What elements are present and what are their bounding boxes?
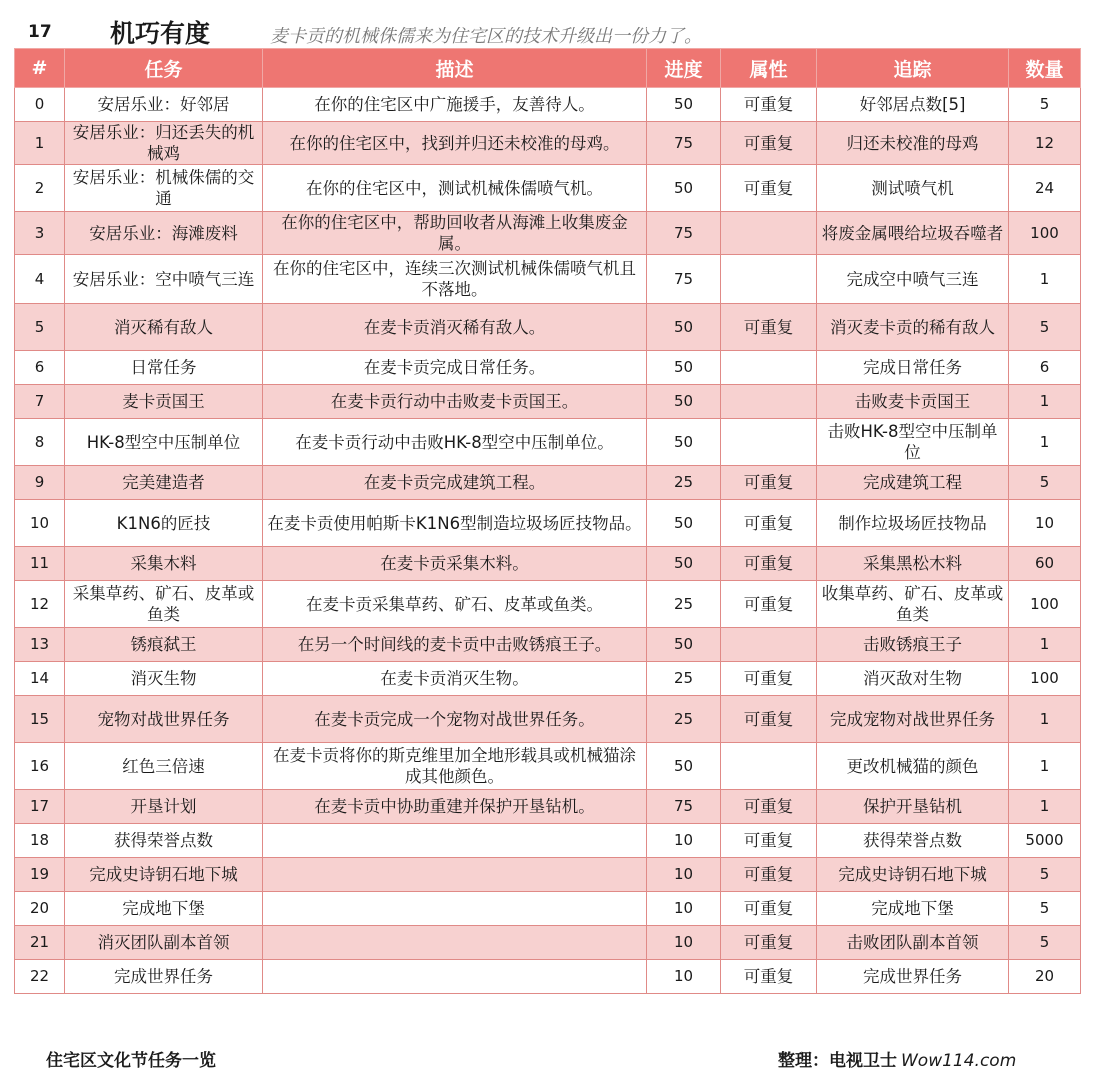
quest-name: 安居乐业：归还丢失的机械鸡	[65, 122, 263, 165]
count-value: 24	[1009, 165, 1081, 212]
footer-credit	[778, 1046, 1016, 1071]
quest-description: 在麦卡贡将你的斯克维里加全地形载具或机械猫涂成其他颜色。	[263, 743, 647, 790]
count-value: 1	[1009, 628, 1081, 662]
table-header-row	[15, 49, 1081, 88]
count-value: 5	[1009, 466, 1081, 500]
attribute-value: 可重复	[721, 165, 817, 212]
row-index: 20	[15, 892, 65, 926]
attribute-value	[721, 419, 817, 466]
table-row	[15, 304, 1081, 351]
quest-name: 麦卡贡国王	[65, 385, 263, 419]
attribute-value: 可重复	[721, 696, 817, 743]
progress-value: 25	[647, 696, 721, 743]
tracking-value: 保护开垦钻机	[817, 790, 1009, 824]
tracking-value: 击败团队副本首领	[817, 926, 1009, 960]
quest-description: 在麦卡贡行动中击败麦卡贡国王。	[263, 385, 647, 419]
tracking-value: 获得荣誉点数	[817, 824, 1009, 858]
progress-value: 75	[647, 255, 721, 304]
column-header-index: #	[15, 49, 65, 88]
quest-description: 在麦卡贡完成建筑工程。	[263, 466, 647, 500]
quest-description	[263, 926, 647, 960]
tracking-value: 将废金属喂给垃圾吞噬者	[817, 212, 1009, 255]
quest-description: 在麦卡贡完成一个宠物对战世界任务。	[263, 696, 647, 743]
count-value: 5	[1009, 88, 1081, 122]
table-row	[15, 824, 1081, 858]
tracking-value: 消灭麦卡贡的稀有敌人	[817, 304, 1009, 351]
table-row	[15, 662, 1081, 696]
progress-value: 50	[647, 743, 721, 790]
footer-caption: 住宅区文化节任务一览	[46, 1051, 216, 1071]
column-header-description: 描述	[263, 49, 647, 88]
attribute-value: 可重复	[721, 960, 817, 994]
row-index: 21	[15, 926, 65, 960]
quest-name: 消灭稀有敌人	[65, 304, 263, 351]
quest-description: 在你的住宅区中，帮助回收者从海滩上收集废金属。	[263, 212, 647, 255]
progress-value: 25	[647, 466, 721, 500]
quest-name: 采集草药、矿石、皮革或鱼类	[65, 581, 263, 628]
quest-name: HK-8型空中压制单位	[65, 419, 263, 466]
count-value: 1	[1009, 743, 1081, 790]
attribute-value: 可重复	[721, 790, 817, 824]
column-header-count: 数量	[1009, 49, 1081, 88]
quest-description: 在麦卡贡完成日常任务。	[263, 351, 647, 385]
tracking-value: 完成地下堡	[817, 892, 1009, 926]
attribute-value	[721, 628, 817, 662]
row-index: 7	[15, 385, 65, 419]
attribute-value: 可重复	[721, 926, 817, 960]
quest-name: 采集木料	[65, 547, 263, 581]
count-value: 1	[1009, 790, 1081, 824]
progress-value: 10	[647, 858, 721, 892]
row-index: 1	[15, 122, 65, 165]
row-index: 6	[15, 351, 65, 385]
tracking-value: 完成史诗钥石地下城	[817, 858, 1009, 892]
quest-name: 宠物对战世界任务	[65, 696, 263, 743]
attribute-value: 可重复	[721, 824, 817, 858]
quest-name: 消灭生物	[65, 662, 263, 696]
count-value: 1	[1009, 696, 1081, 743]
table-row	[15, 892, 1081, 926]
quest-name: 完成地下堡	[65, 892, 263, 926]
table-row	[15, 122, 1081, 165]
table-row	[15, 960, 1081, 994]
attribute-value: 可重复	[721, 122, 817, 165]
row-index: 3	[15, 212, 65, 255]
attribute-value: 可重复	[721, 581, 817, 628]
count-value: 100	[1009, 212, 1081, 255]
quest-name: 完成史诗钥石地下城	[65, 858, 263, 892]
table-row	[15, 88, 1081, 122]
tracking-value: 完成建筑工程	[817, 466, 1009, 500]
row-index: 11	[15, 547, 65, 581]
attribute-value	[721, 212, 817, 255]
progress-value: 50	[647, 628, 721, 662]
row-index: 9	[15, 466, 65, 500]
quest-description	[263, 858, 647, 892]
quest-description: 在麦卡贡消灭稀有敌人。	[263, 304, 647, 351]
attribute-value	[721, 255, 817, 304]
table-row	[15, 926, 1081, 960]
attribute-value: 可重复	[721, 547, 817, 581]
count-value: 5	[1009, 858, 1081, 892]
tracking-value: 收集草药、矿石、皮革或鱼类	[817, 581, 1009, 628]
quest-name: 开垦计划	[65, 790, 263, 824]
count-value: 100	[1009, 662, 1081, 696]
row-index: 10	[15, 500, 65, 547]
row-index: 8	[15, 419, 65, 466]
quest-description: 在麦卡贡行动中击败HK-8型空中压制单位。	[263, 419, 647, 466]
quest-description: 在麦卡贡采集木料。	[263, 547, 647, 581]
row-index: 12	[15, 581, 65, 628]
progress-value: 25	[647, 581, 721, 628]
count-value: 12	[1009, 122, 1081, 165]
table-row	[15, 419, 1081, 466]
attribute-value: 可重复	[721, 892, 817, 926]
quest-description	[263, 960, 647, 994]
attribute-value: 可重复	[721, 88, 817, 122]
table-row	[15, 351, 1081, 385]
column-header-quest: 任务	[65, 49, 263, 88]
attribute-value: 可重复	[721, 662, 817, 696]
tracking-value: 测试喷气机	[817, 165, 1009, 212]
progress-value: 50	[647, 385, 721, 419]
tracking-value: 归还未校准的母鸡	[817, 122, 1009, 165]
page-title: 机巧有度	[110, 19, 211, 48]
tracking-value: 击败锈痕王子	[817, 628, 1009, 662]
row-index: 15	[15, 696, 65, 743]
column-header-attribute: 属性	[721, 49, 817, 88]
quest-description: 在你的住宅区中，找到并归还未校准的母鸡。	[263, 122, 647, 165]
table-row	[15, 628, 1081, 662]
table-row	[15, 790, 1081, 824]
attribute-value	[721, 385, 817, 419]
quest-description: 在你的住宅区中广施援手，友善待人。	[263, 88, 647, 122]
progress-value: 75	[647, 790, 721, 824]
quest-description: 在麦卡贡消灭生物。	[263, 662, 647, 696]
tracking-value: 完成宠物对战世界任务	[817, 696, 1009, 743]
table-row	[15, 212, 1081, 255]
count-value: 5	[1009, 926, 1081, 960]
count-value: 20	[1009, 960, 1081, 994]
footer-author: 整理：电视卫士	[778, 1051, 897, 1071]
quest-description: 在麦卡贡采集草药、矿石、皮革或鱼类。	[263, 581, 647, 628]
quest-name: 安居乐业：好邻居	[65, 88, 263, 122]
tracking-value: 完成日常任务	[817, 351, 1009, 385]
table-row	[15, 255, 1081, 304]
row-index: 0	[15, 88, 65, 122]
quest-description: 在麦卡贡使用帕斯卡K1N6型制造垃圾场匠技物品。	[263, 500, 647, 547]
count-value: 1	[1009, 385, 1081, 419]
count-value: 1	[1009, 419, 1081, 466]
quest-table	[14, 48, 1081, 994]
count-value: 6	[1009, 351, 1081, 385]
count-value: 10	[1009, 500, 1081, 547]
table-row	[15, 581, 1081, 628]
progress-value: 25	[647, 662, 721, 696]
tracking-value: 更改机械猫的颜色	[817, 743, 1009, 790]
count-value: 60	[1009, 547, 1081, 581]
column-header-tracking: 追踪	[817, 49, 1009, 88]
attribute-value	[721, 351, 817, 385]
quest-name: 红色三倍速	[65, 743, 263, 790]
attribute-value: 可重复	[721, 304, 817, 351]
row-index: 13	[15, 628, 65, 662]
column-header-progress: 进度	[647, 49, 721, 88]
quest-name: 安居乐业：空中喷气三连	[65, 255, 263, 304]
tracking-value: 好邻居点数[5]	[817, 88, 1009, 122]
page-subtitle: 麦卡贡的机械侏儒来为住宅区的技术升级出一份力了。	[270, 26, 702, 47]
section-number: 17	[28, 22, 52, 42]
table-row	[15, 743, 1081, 790]
tracking-value: 消灭敌对生物	[817, 662, 1009, 696]
quest-name: 日常任务	[65, 351, 263, 385]
quest-name: 安居乐业：海滩废料	[65, 212, 263, 255]
page-header	[0, 0, 1096, 48]
quest-name: 完美建造者	[65, 466, 263, 500]
progress-value: 50	[647, 500, 721, 547]
quest-description	[263, 824, 647, 858]
table-row	[15, 466, 1081, 500]
attribute-value	[721, 743, 817, 790]
progress-value: 10	[647, 926, 721, 960]
quest-name: 完成世界任务	[65, 960, 263, 994]
tracking-value: 完成空中喷气三连	[817, 255, 1009, 304]
row-index: 14	[15, 662, 65, 696]
footer-site: Wow114.com	[901, 1051, 1017, 1071]
quest-description: 在麦卡贡中协助重建并保护开垦钻机。	[263, 790, 647, 824]
row-index: 18	[15, 824, 65, 858]
progress-value: 50	[647, 165, 721, 212]
row-index: 19	[15, 858, 65, 892]
progress-value: 75	[647, 122, 721, 165]
count-value: 1	[1009, 255, 1081, 304]
quest-name: 获得荣誉点数	[65, 824, 263, 858]
quest-table-body	[15, 88, 1081, 994]
progress-value: 10	[647, 892, 721, 926]
progress-value: 50	[647, 547, 721, 581]
attribute-value: 可重复	[721, 858, 817, 892]
quest-description: 在你的住宅区中，测试机械侏儒喷气机。	[263, 165, 647, 212]
table-row	[15, 165, 1081, 212]
count-value: 5000	[1009, 824, 1081, 858]
table-row	[15, 547, 1081, 581]
table-row	[15, 696, 1081, 743]
attribute-value: 可重复	[721, 466, 817, 500]
tracking-value: 击败麦卡贡国王	[817, 385, 1009, 419]
tracking-value: 制作垃圾场匠技物品	[817, 500, 1009, 547]
progress-value: 50	[647, 351, 721, 385]
quest-name: 消灭团队副本首领	[65, 926, 263, 960]
quest-name: 锈痕弑王	[65, 628, 263, 662]
progress-value: 10	[647, 960, 721, 994]
progress-value: 50	[647, 304, 721, 351]
quest-description: 在另一个时间线的麦卡贡中击败锈痕王子。	[263, 628, 647, 662]
table-row	[15, 858, 1081, 892]
row-index: 22	[15, 960, 65, 994]
tracking-value: 击败HK-8型空中压制单位	[817, 419, 1009, 466]
count-value: 100	[1009, 581, 1081, 628]
progress-value: 50	[647, 419, 721, 466]
quest-description: 在你的住宅区中，连续三次测试机械侏儒喷气机且不落地。	[263, 255, 647, 304]
tracking-value: 完成世界任务	[817, 960, 1009, 994]
row-index: 16	[15, 743, 65, 790]
quest-name: 安居乐业：机械侏儒的交通	[65, 165, 263, 212]
table-row	[15, 500, 1081, 547]
quest-description	[263, 892, 647, 926]
row-index: 17	[15, 790, 65, 824]
tracking-value: 采集黑松木料	[817, 547, 1009, 581]
progress-value: 10	[647, 824, 721, 858]
count-value: 5	[1009, 892, 1081, 926]
progress-value: 75	[647, 212, 721, 255]
row-index: 5	[15, 304, 65, 351]
quest-name: K1N6的匠技	[65, 500, 263, 547]
attribute-value: 可重复	[721, 500, 817, 547]
row-index: 4	[15, 255, 65, 304]
table-row	[15, 385, 1081, 419]
count-value: 5	[1009, 304, 1081, 351]
row-index: 2	[15, 165, 65, 212]
progress-value: 50	[647, 88, 721, 122]
